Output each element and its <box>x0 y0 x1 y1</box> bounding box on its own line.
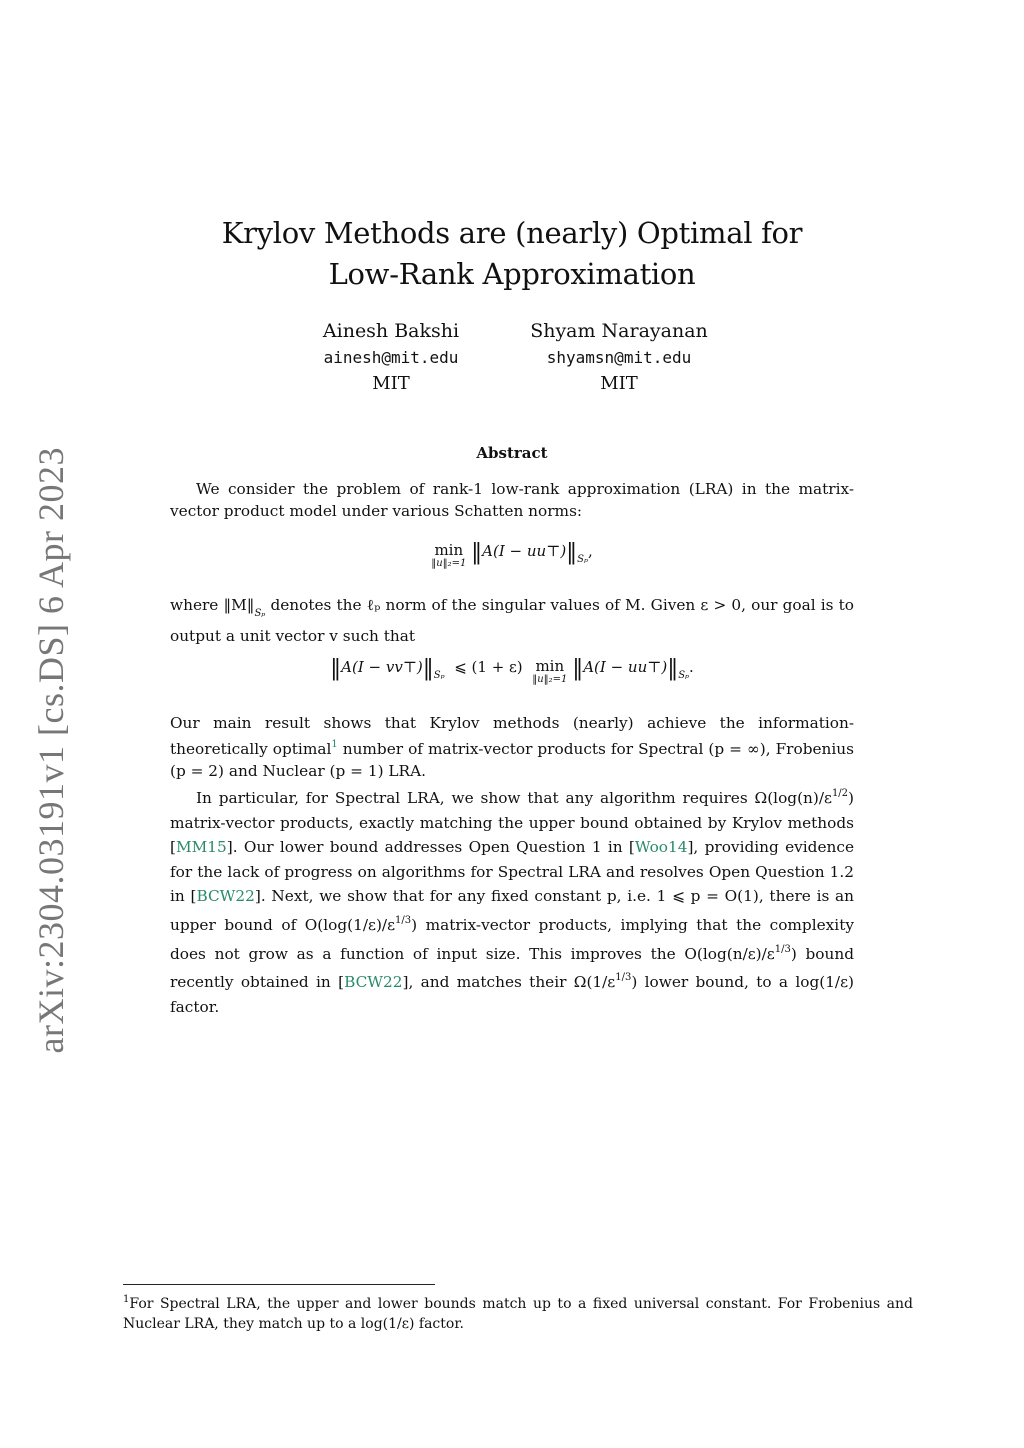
citation-link[interactable]: Woo14 <box>634 838 688 857</box>
equation-1: min ‖u‖₂=1 ‖A(I − $uu⊤)‖_{S_p}$, <box>431 540 593 569</box>
eq1-norm-sub: Sₚ <box>577 554 589 565</box>
author-email[interactable]: shyamsn@mit.edu <box>546 348 692 367</box>
abstract-text: We consider the problem of rank-1 low-rank approximation (LRA) in the matrix-vector product model under various Schatten norms: <box>170 480 854 520</box>
title-line-2: Low-Rank Approximation <box>328 257 696 292</box>
min-operator: min ‖u‖₂=1 <box>431 541 467 569</box>
eq2-relation: ⩽ (1 + ε) <box>454 658 523 676</box>
author-email[interactable]: ainesh@mit.edu <box>323 348 459 367</box>
arxiv-stamp <box>26 446 76 1054</box>
footnote-number: 1 <box>123 1294 130 1305</box>
author-block-2 <box>489 318 749 397</box>
author-name: Shyam Narayanan <box>530 320 708 342</box>
abstract-paragraph-3: Our main result shows that Krylov methods (nearly) achieve the information-theoretically optimal$^1$ number of matrix-vector products for Spectral (p = ∞), Frobenius (p = 2) and Nuclear (p = 1) LRA. <box>170 714 854 780</box>
paper-title <box>180 213 844 295</box>
citation-link[interactable]: BCW22 <box>196 887 255 906</box>
equation-2: ‖A(I − $vv⊤)‖_{S_p}$ ⩽ (1 + ε) min ‖u‖₂=1 ‖A(I − $uu⊤)‖_{S_p}$. <box>330 656 694 685</box>
min-operator: min ‖u‖₂=1 <box>532 657 568 685</box>
arxiv-id: arXiv:2304.03191v1 [cs.DS] 6 Apr 2023 <box>31 446 71 1054</box>
eq2-lhs: A(I − vv⊤) <box>341 658 423 676</box>
title-line-1: Krylov Methods are (nearly) Optimal for <box>221 216 803 251</box>
citation-link[interactable]: MM15 <box>175 838 227 857</box>
eq1-body: A(I − uu⊤) <box>482 542 567 560</box>
abstract-paragraph-1 <box>170 478 854 522</box>
author-affiliation: MIT <box>372 373 410 394</box>
footnote-marker[interactable]: 1 <box>331 739 338 750</box>
abstract-heading: Abstract <box>476 444 548 462</box>
footnote-text: For Spectral LRA, the upper and lower bounds match up to a fixed universal constant. For Frobenius and Nuclear LRA, they match up to a log(1/ε) factor. <box>123 1296 913 1332</box>
abstract-paragraph-4: In particular, for Spectral LRA, we show that any algorithm requires $\Omega(\log(n)/\varepsilon^{1/2})$ matrix-vector products, exactly matching the upper bound obtained by Krylov methods [MM15]. Our lower bound addresses Open Question 1 in [Woo14], providing evidence for the lack of progress on algorithms for Spectral LRA and resolves Open Question 1.2 in [BCW22]. Next, we show that for any fixed constant p, i.e. 1 ⩽ p = O(1), there is an upper bound of $O(\log(1/\varepsilon)/\varepsilon^{1/3})$ matrix-vector products, implying that the complexity does not grow as a function of input size. This improves the $O(\log(n/\varepsilon)/\varepsilon^{1/3})$ bound recently obtained in [BCW22], and matches their $\Omega(1/\varepsilon^{1/3})$ lower bound, to a log(1/ε) factor. <box>170 788 855 1016</box>
author-affiliation: MIT <box>600 373 638 394</box>
eq2-rhs: A(I − uu⊤) <box>583 658 668 676</box>
citation-link[interactable]: BCW22 <box>344 973 403 992</box>
abstract-paragraph-2: where $‖M‖_{S_p}$ denotes the ℓₚ norm of the singular values of M. Given ε > 0, our goal is to output a unit vector v such that <box>170 596 854 645</box>
footnote-divider <box>123 1284 435 1285</box>
footnote <box>123 1290 913 1334</box>
author-block-1 <box>261 318 521 397</box>
author-name: Ainesh Bakshi <box>322 320 460 342</box>
